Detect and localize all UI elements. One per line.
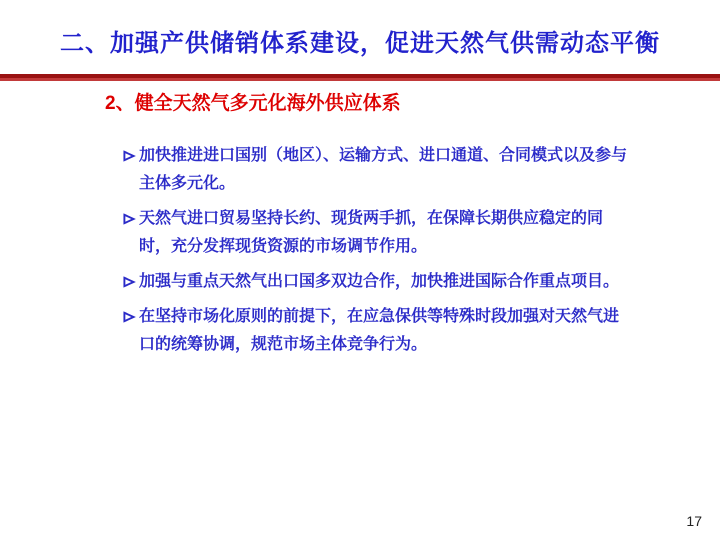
page-title: 二、加强产供储销体系建设，促进天然气供需动态平衡 (60, 30, 660, 57)
list-item (122, 142, 630, 198)
arrowhead-right-icon (122, 212, 136, 226)
title-divider (0, 74, 720, 81)
list-item (122, 268, 630, 296)
arrowhead-right-icon (122, 310, 136, 324)
bullet-text: 在坚持市场化原则的前提下，在应急保供等特殊时段加强对天然气进口的统筹协调，规范市场主体竞争行为。 (139, 308, 620, 353)
bullet-text: 加强与重点天然气出口国多双边合作，加快推进国际合作重点项目。 (139, 273, 620, 290)
bullet-list (122, 142, 630, 359)
section-heading: 2、健全天然气多元化海外供应体系 (105, 93, 401, 114)
page-number: 17 (686, 513, 702, 529)
list-item (122, 303, 630, 359)
bullet-text: 天然气进口贸易坚持长约、现货两手抓，在保障长期供应稳定的同时，充分发挥现货资源的市场调节作用。 (139, 210, 604, 255)
bullet-text: 加快推进进口国别（地区）、运输方式、进口通道、合同模式以及参与主体多元化。 (139, 147, 628, 192)
arrowhead-right-icon (122, 149, 136, 163)
list-item (122, 205, 630, 261)
arrowhead-right-icon (122, 275, 136, 289)
